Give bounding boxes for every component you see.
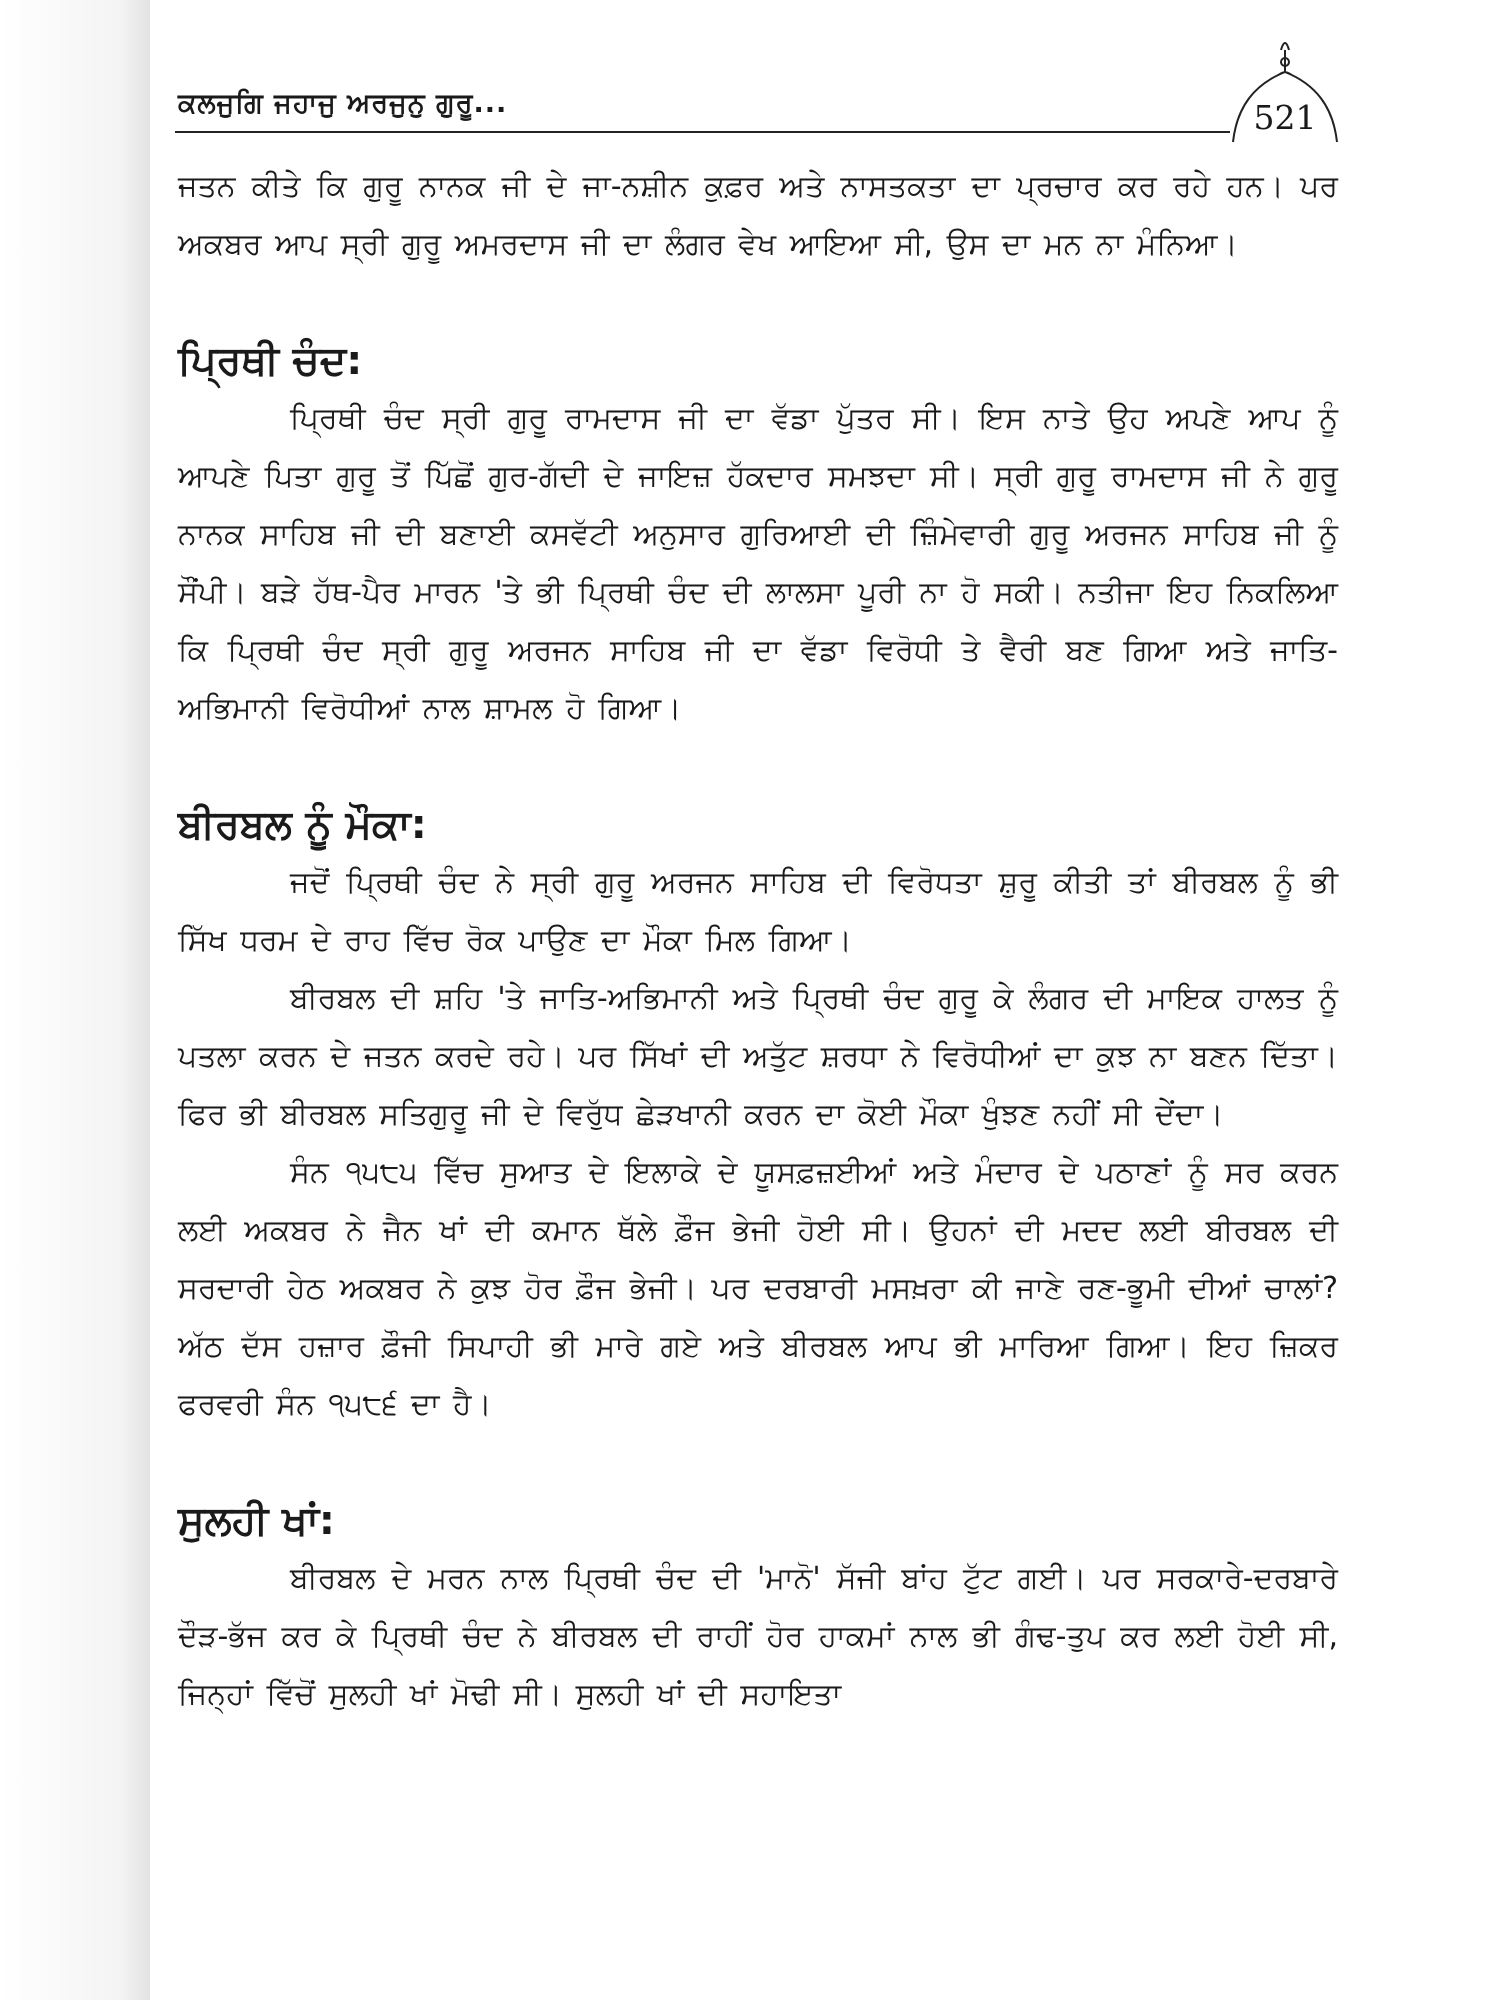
section-paragraph: ਬੀਰਬਲ ਦੀ ਸ਼ਹਿ 'ਤੇ ਜਾਤਿ-ਅਭਿਮਾਨੀ ਅਤੇ ਪ੍ਰਿਥੀ ਚੰਦ ਗੁਰੂ ਕੇ ਲੰਗਰ ਦੀ ਮਾਇਕ ਹਾਲਤ ਨੂੰ ਪਤਲਾ ਕਰਨ ਦੇ ਜਤਨ ਕਰਦੇ ਰਹੇ। ਪਰ ਸਿੱਖਾਂ ਦੀ ਅਤੁੱਟ ਸ਼ਰਧਾ ਨੇ ਵਿਰੋਧੀਆਂ ਦਾ ਕੁਝ ਨਾ ਬਣਨ ਦਿੱਤਾ। ਫਿਰ ਭੀ ਬੀਰਬਲ ਸਤਿਗੁਰੂ ਜੀ ਦੇ ਵਿਰੁੱਧ ਛੇੜਖਾਨੀ ਕਰਨ ਦਾ ਕੋਈ ਮੌਕਾ ਖੁੰਝਣ ਨਹੀਂ ਸੀ ਦੇਂਦਾ। [178,981,1338,1132]
section-heading-sulhi-khan: ਸੁਲਹੀ ਖਾਂ: [178,1498,335,1544]
section-spacer [178,274,1338,332]
section-spacer [178,1434,1338,1492]
section-paragraph: ਜਦੋਂ ਪ੍ਰਿਥੀ ਚੰਦ ਨੇ ਸ੍ਰੀ ਗੁਰੂ ਅਰਜਨ ਸਾਹਿਬ ਦੀ ਵਿਰੋਧਤਾ ਸ਼ੁਰੂ ਕੀਤੀ ਤਾਂ ਬੀਰਬਲ ਨੂੰ ਭੀ ਸਿੱਖ ਧਰਮ ਦੇ ਰਾਹ ਵਿੱਚ ਰੋਕ ਪਾਉਣ ਦਾ ਮੌਕਾ ਮਿਲ ਗਿਆ। [178,865,1338,958]
section-spacer [178,738,1338,796]
section-heading-prithi-chand: ਪ੍ਰਿਥੀ ਚੰਦ: [178,338,363,384]
running-title: ਕਲਜੁਗਿ ਜਹਾਜੁ ਅਰਜੁਨੁ ਗੁਰੂ... [178,88,508,119]
section-paragraph: ਬੀਰਬਲ ਦੇ ਮਰਨ ਨਾਲ ਪ੍ਰਿਥੀ ਚੰਦ ਦੀ 'ਮਾਨੋ' ਸੱਜੀ ਬਾਂਹ ਟੁੱਟ ਗਈ। ਪਰ ਸਰਕਾਰੇ-ਦਰਬਾਰੇ ਦੌੜ-ਭੱਜ ਕਰ ਕੇ ਪ੍ਰਿਥੀ ਚੰਦ ਨੇ ਬੀਰਬਲ ਦੀ ਰਾਹੀਂ ਹੋਰ ਹਾਕਮਾਂ ਨਾਲ ਭੀ ਗੰਢ-ਤੁਪ ਕਰ ਲਈ ਹੋਈ ਸੀ, ਜਿਨ੍ਹਾਂ ਵਿੱਚੋਂ ਸੁਲਹੀ ਖਾਂ ਮੋਢੀ ਸੀ। ਸੁਲਹੀ ਖਾਂ ਦੀ ਸਹਾਇਤਾ [178,1561,1338,1712]
intro-paragraph: ਜਤਨ ਕੀਤੇ ਕਿ ਗੁਰੂ ਨਾਨਕ ਜੀ ਦੇ ਜਾ-ਨਸ਼ੀਨ ਕੁਫ਼ਰ ਅਤੇ ਨਾਸਤਕਤਾ ਦਾ ਪ੍ਰਚਾਰ ਕਰ ਰਹੇ ਹਨ। ਪਰ ਅਕਬਰ ਆਪ ਸ੍ਰੀ ਗੁਰੂ ਅਮਰਦਾਸ ਜੀ ਦਾ ਲੰਗਰ ਵੇਖ ਆਇਆ ਸੀ, ਉਸ ਦਾ ਮਨ ਨਾ ਮੰਨਿਆ। [178,169,1338,262]
page-body [178,158,1338,1724]
section-paragraph: ਪ੍ਰਿਥੀ ਚੰਦ ਸ੍ਰੀ ਗੁਰੂ ਰਾਮਦਾਸ ਜੀ ਦਾ ਵੱਡਾ ਪੁੱਤਰ ਸੀ। ਇਸ ਨਾਤੇ ਉਹ ਅਪਣੇ ਆਪ ਨੂੰ ਆਪਣੇ ਪਿਤਾ ਗੁਰੂ ਤੋਂ ਪਿੱਛੋਂ ਗੁਰ-ਗੱਦੀ ਦੇ ਜਾਇਜ਼ ਹੱਕਦਾਰ ਸਮਝਦਾ ਸੀ। ਸ੍ਰੀ ਗੁਰੂ ਰਾਮਦਾਸ ਜੀ ਨੇ ਗੁਰੂ ਨਾਨਕ ਸਾਹਿਬ ਜੀ ਦੀ ਬਣਾਈ ਕਸਵੱਟੀ ਅਨੁਸਾਰ ਗੁਰਿਆਈ ਦੀ ਜ਼ਿੰਮੇਵਾਰੀ ਗੁਰੂ ਅਰਜਨ ਸਾਹਿਬ ਜੀ ਨੂੰ ਸੌਂਪੀ। ਬੜੇ ਹੱਥ-ਪੈਰ ਮਾਰਨ 'ਤੇ ਭੀ ਪ੍ਰਿਥੀ ਚੰਦ ਦੀ ਲਾਲਸਾ ਪੂਰੀ ਨਾ ਹੋ ਸਕੀ। ਨਤੀਜਾ ਇਹ ਨਿਕਲਿਆ ਕਿ ਪ੍ਰਿਥੀ ਚੰਦ ਸ੍ਰੀ ਗੁਰੂ ਅਰਜਨ ਸਾਹਿਬ ਜੀ ਦਾ ਵੱਡਾ ਵਿਰੋਧੀ ਤੇ ਵੈਰੀ ਬਣ ਗਿਆ ਅਤੇ ਜਾਤਿ-ਅਭਿਮਾਨੀ ਵਿਰੋਧੀਆਂ ਨਾਲ ਸ਼ਾਮਲ ਹੋ ਗਿਆ। [178,401,1338,726]
section-paragraph: ਸੰਨ ੧੫੮੫ ਵਿੱਚ ਸੁਆਤ ਦੇ ਇਲਾਕੇ ਦੇ ਯੂਸਫ਼ਜ਼ਈਆਂ ਅਤੇ ਮੰਦਾਰ ਦੇ ਪਠਾਣਾਂ ਨੂੰ ਸਰ ਕਰਨ ਲਈ ਅਕਬਰ ਨੇ ਜੈਨ ਖਾਂ ਦੀ ਕਮਾਨ ਥੱਲੇ ਫ਼ੌਜ ਭੇਜੀ ਹੋਈ ਸੀ। ਉਹਨਾਂ ਦੀ ਮਦਦ ਲਈ ਬੀਰਬਲ ਦੀ ਸਰਦਾਰੀ ਹੇਠ ਅਕਬਰ ਨੇ ਕੁਝ ਹੋਰ ਫ਼ੌਜ ਭੇਜੀ। ਪਰ ਦਰਬਾਰੀ ਮਸਖ਼ਰਾ ਕੀ ਜਾਣੇ ਰਣ-ਭੂਮੀ ਦੀਆਂ ਚਾਲਾਂ? ਅੱਠ ਦੱਸ ਹਜ਼ਾਰ ਫ਼ੌਜੀ ਸਿਪਾਹੀ ਭੀ ਮਾਰੇ ਗਏ ਅਤੇ ਬੀਰਬਲ ਆਪ ਭੀ ਮਾਰਿਆ ਗਿਆ। ਇਹ ਜ਼ਿਕਰ ਫਰਵਰੀ ਸੰਨ ੧੫੮੬ ਦਾ ਹੈ। [178,1155,1338,1422]
section-heading-birbal: ਬੀਰਬਲ ਨੂੰ ਮੌਕਾ: [178,802,427,848]
header-rule [175,131,1230,133]
book-gutter-shadow [0,0,150,2000]
page-number: 521 [1253,98,1317,137]
